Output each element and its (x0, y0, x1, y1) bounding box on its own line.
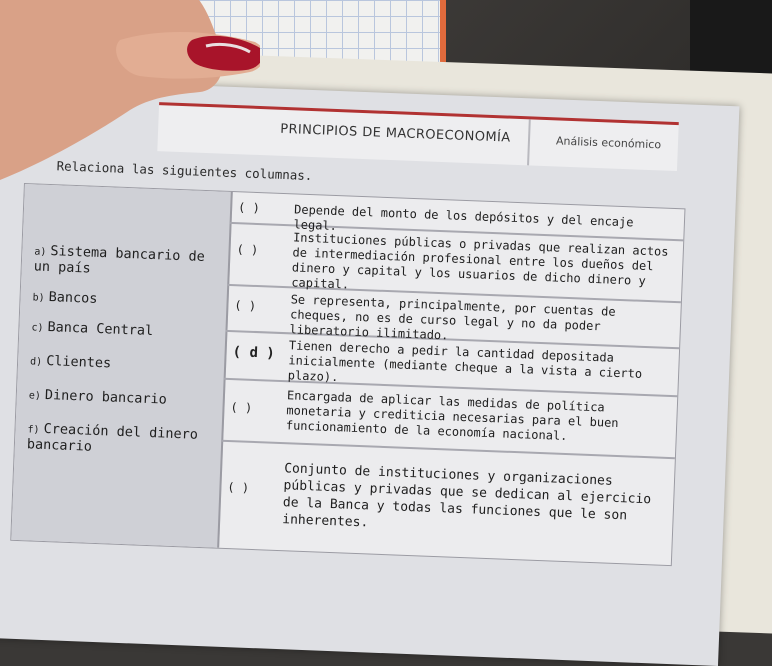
answer-slot[interactable]: ( ) (230, 400, 253, 415)
header-title: PRINCIPIOS DE MACROECONOMÍA (279, 121, 511, 146)
answer-slot[interactable]: ( d ) (232, 344, 276, 362)
table-row (217, 440, 675, 563)
row-text: Tienen derecho a pedir la cantidad depositada inicialmente (mediante cheque a la vista a cierto plazo). (287, 338, 643, 385)
row-text: Conjunto de instituciones y organizaciones públicas y privadas que se dedican al ejercicio de la Banca y todas las funciones que le son inherentes. (281, 461, 652, 531)
answer-slot[interactable]: ( ) (234, 298, 257, 313)
row-text: Se representa, principalmente, por cuentas de cheques, no es de curso legal y no da poder liberatorio ilimitado. (289, 292, 616, 343)
row-text: Encargada de aplicar las medidas de política monetaria y crediticia necesarias para el buen funcionamiento de la economía nacional. (285, 388, 619, 444)
answer-slot[interactable]: ( ) (237, 200, 261, 216)
left-item: c) Banca Central (31, 319, 154, 340)
hand-with-red-nail (0, 0, 260, 200)
matching-table (10, 183, 685, 566)
left-item: a) Sistema bancario de un país (33, 243, 206, 277)
answer-slot[interactable]: ( ) (236, 242, 259, 258)
header-divider (527, 119, 531, 165)
answer-slot[interactable]: ( ) (227, 480, 250, 495)
header-subtitle: Análisis económico (555, 134, 662, 152)
left-column (11, 184, 233, 548)
row-text: Depende del monto de los depósitos y del encaje legal. (293, 202, 634, 234)
left-item: e) Dinero bancario (28, 386, 168, 408)
left-item: b) Bancos (32, 289, 98, 307)
left-item: d) Clientes (29, 352, 112, 372)
row-text: Instituciones públicas o privadas que realizan actos de intermediación profesional entre los dueños del dinero y capital y los usuarios de dicho dinero y capital. (291, 230, 669, 292)
instruction-text: Relaciona las siguientes columnas. (56, 158, 313, 184)
left-item: f) Creación del dinero bancario (26, 420, 199, 455)
